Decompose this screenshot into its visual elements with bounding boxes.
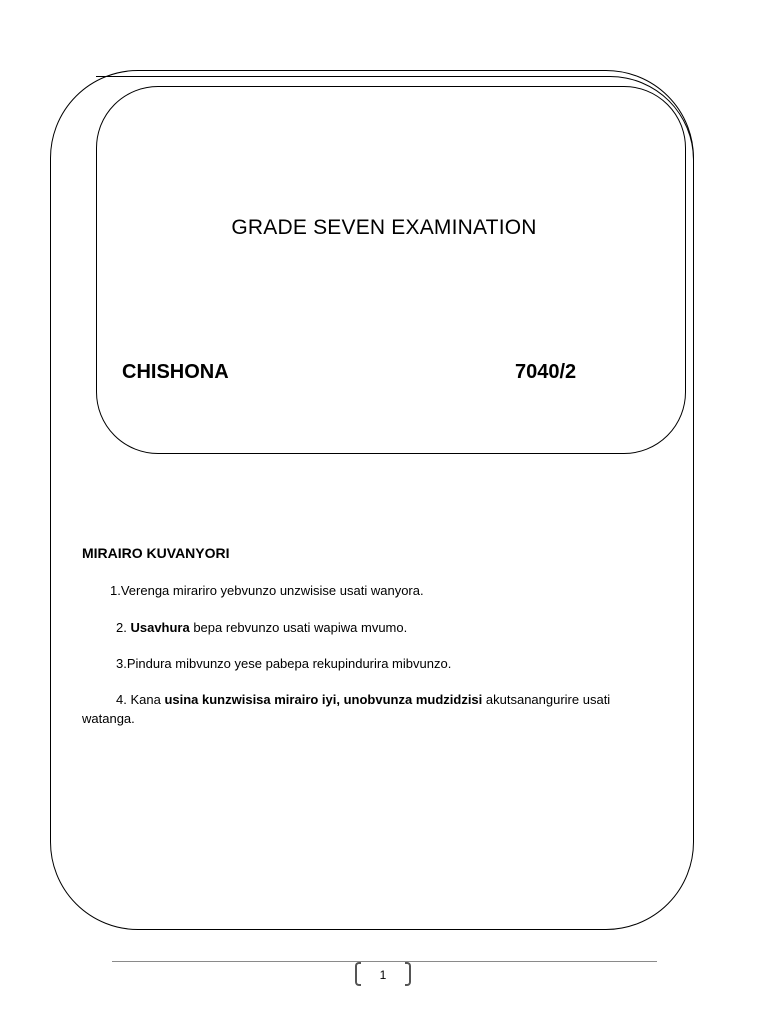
cover-title-box [96, 86, 686, 454]
instruction-item-4 [82, 690, 642, 728]
subject-name: CHISHONA [122, 361, 229, 383]
page-number-left-bracket [355, 962, 361, 986]
instruction-item-3: 3.Pindura mibvunzo yese pabepa rekupindurira mibvunzo. [116, 656, 452, 671]
paper-code: 7040/2 [515, 361, 577, 383]
instruction-item-2 [116, 618, 407, 637]
instructions-heading: MIRAIRO KUVANYORI [82, 545, 230, 561]
instruction-2-text: bepa rebvunzo usati wapiwa mvumo. [189, 620, 408, 635]
exam-title: GRADE SEVEN EXAMINATION [231, 216, 537, 239]
page-number: 1 [355, 962, 411, 988]
instruction-4-text: akutsanangurire usati watanga. [82, 692, 611, 726]
instruction-2-number: 2. [116, 620, 131, 635]
instruction-item-1: 1.Verenga mirariro yebvunzo unzwisise usati wanyora. [110, 583, 424, 598]
instruction-2-bold: Usavhura [130, 620, 190, 635]
page-number-right-bracket [405, 962, 411, 986]
instruction-4-bold: usina kunzwisisa mirairo iyi, unobvunza mudzidzisi [164, 692, 483, 707]
instruction-4-number: 4. Kana [116, 692, 165, 707]
